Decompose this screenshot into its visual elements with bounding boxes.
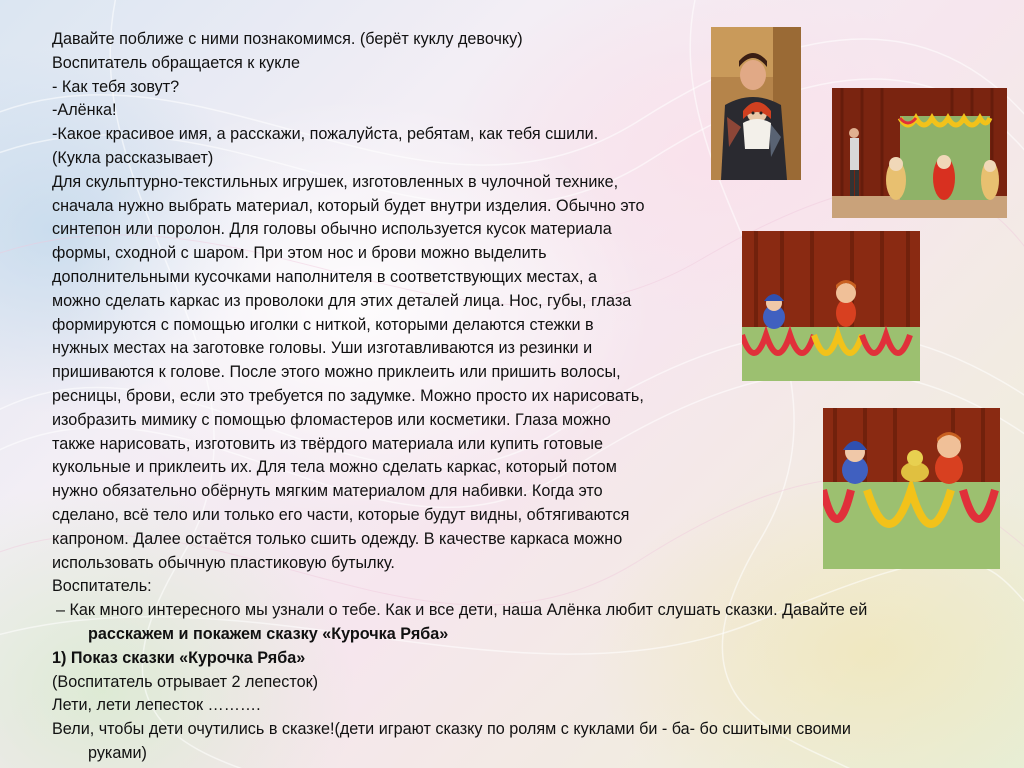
text-line: Воспитатель: xyxy=(52,577,152,596)
text-line: формы, сходной с шаром. При этом нос и брови можно выделить xyxy=(52,244,547,263)
text-line: - Как тебя зовут? xyxy=(52,77,180,96)
text-line: -Какое красивое имя, а расскажи, пожалуйста, ребятам, как тебя сшили. xyxy=(52,125,599,144)
text-line: Давайте поближе с ними познакомимся. (берёт куклу девочку) xyxy=(52,30,523,48)
text-line: (Воспитатель отрывает 2 лепесток) xyxy=(52,672,319,691)
photo-teacher-with-doll xyxy=(711,27,801,180)
text-line: кукольные и приклеить их. Для тела можно сделать каркас, который потом xyxy=(52,458,617,477)
text-line: ресницы, брови, если это требуется по задумке. Можно просто их нарисовать, xyxy=(52,386,644,405)
final-line: Вели, чтобы дети очутились в сказке!(дети играют сказку по ролям с куклами би - ба- бо сшитыми своими xyxy=(52,720,851,739)
text-line: Лети, лети лепесток ………. xyxy=(52,696,261,715)
text-line: можно сделать каркас из проволоки для этих деталей лица. Нос, губы, глаза xyxy=(52,291,632,310)
text-line: изобразить мимику с помощью фломастеров или косметики. Глаза можно xyxy=(52,410,611,429)
photo-puppet-show-1 xyxy=(742,231,920,381)
final-line-continuation: руками) xyxy=(88,743,147,762)
text-line: Воспитатель обращается к кукле xyxy=(52,53,300,72)
text-line: синтепон или поролон. Для головы обычно используется кусок материала xyxy=(52,220,612,239)
text-line: нужно обязательно обёрнуть мягким материалом для набивки. Когда это xyxy=(52,482,603,501)
text-line: (Кукла рассказывает) xyxy=(52,148,214,167)
text-line: сначала нужно выбрать материал, который будет внутри изделия. Обычно это xyxy=(52,196,645,215)
text-line: использовать обычную пластиковую бутылку. xyxy=(52,553,395,572)
text-line: дополнительными кусочками наполнителя в соответствующих местах, а xyxy=(52,267,597,286)
section-heading: 1) Показ сказки «Курочка Ряба» xyxy=(52,648,306,667)
photo-puppet-show-2 xyxy=(823,408,1000,569)
text-line: сделано, всё тело или только его части, которые будут видны, обтягиваются xyxy=(52,505,630,524)
teacher-speech-continuation: расскажем и покажем сказку «Курочка Ряба» xyxy=(88,624,449,643)
text-line: капроном. Далее остаётся только сшить одежду. В качестве каркаса можно xyxy=(52,529,623,548)
text-line: Для скульптурно-текстильных игрушек, изготовленных в чулочной технике, xyxy=(52,172,619,191)
text-line: нужных местах на заготовке головы. Уши изготавливаются из резинки и xyxy=(52,339,593,358)
text-line: формируются с помощью иголки с ниткой, которыми делаются стежки в xyxy=(52,315,594,334)
photo-stage-matryoshkas xyxy=(832,88,1007,218)
text-line: пришиваются к голове. После этого можно приклеить или пришить волосы, xyxy=(52,363,621,382)
text-line: -Алёнка! xyxy=(52,101,117,120)
text-line: также нарисовать, изготовить из твёрдого материала или купить готовые xyxy=(52,434,604,453)
teacher-speech-line: – Как много интересного мы узнали о тебе. Как и все дети, наша Алёнка любит слушать сказки. Давайте ей xyxy=(56,601,868,620)
